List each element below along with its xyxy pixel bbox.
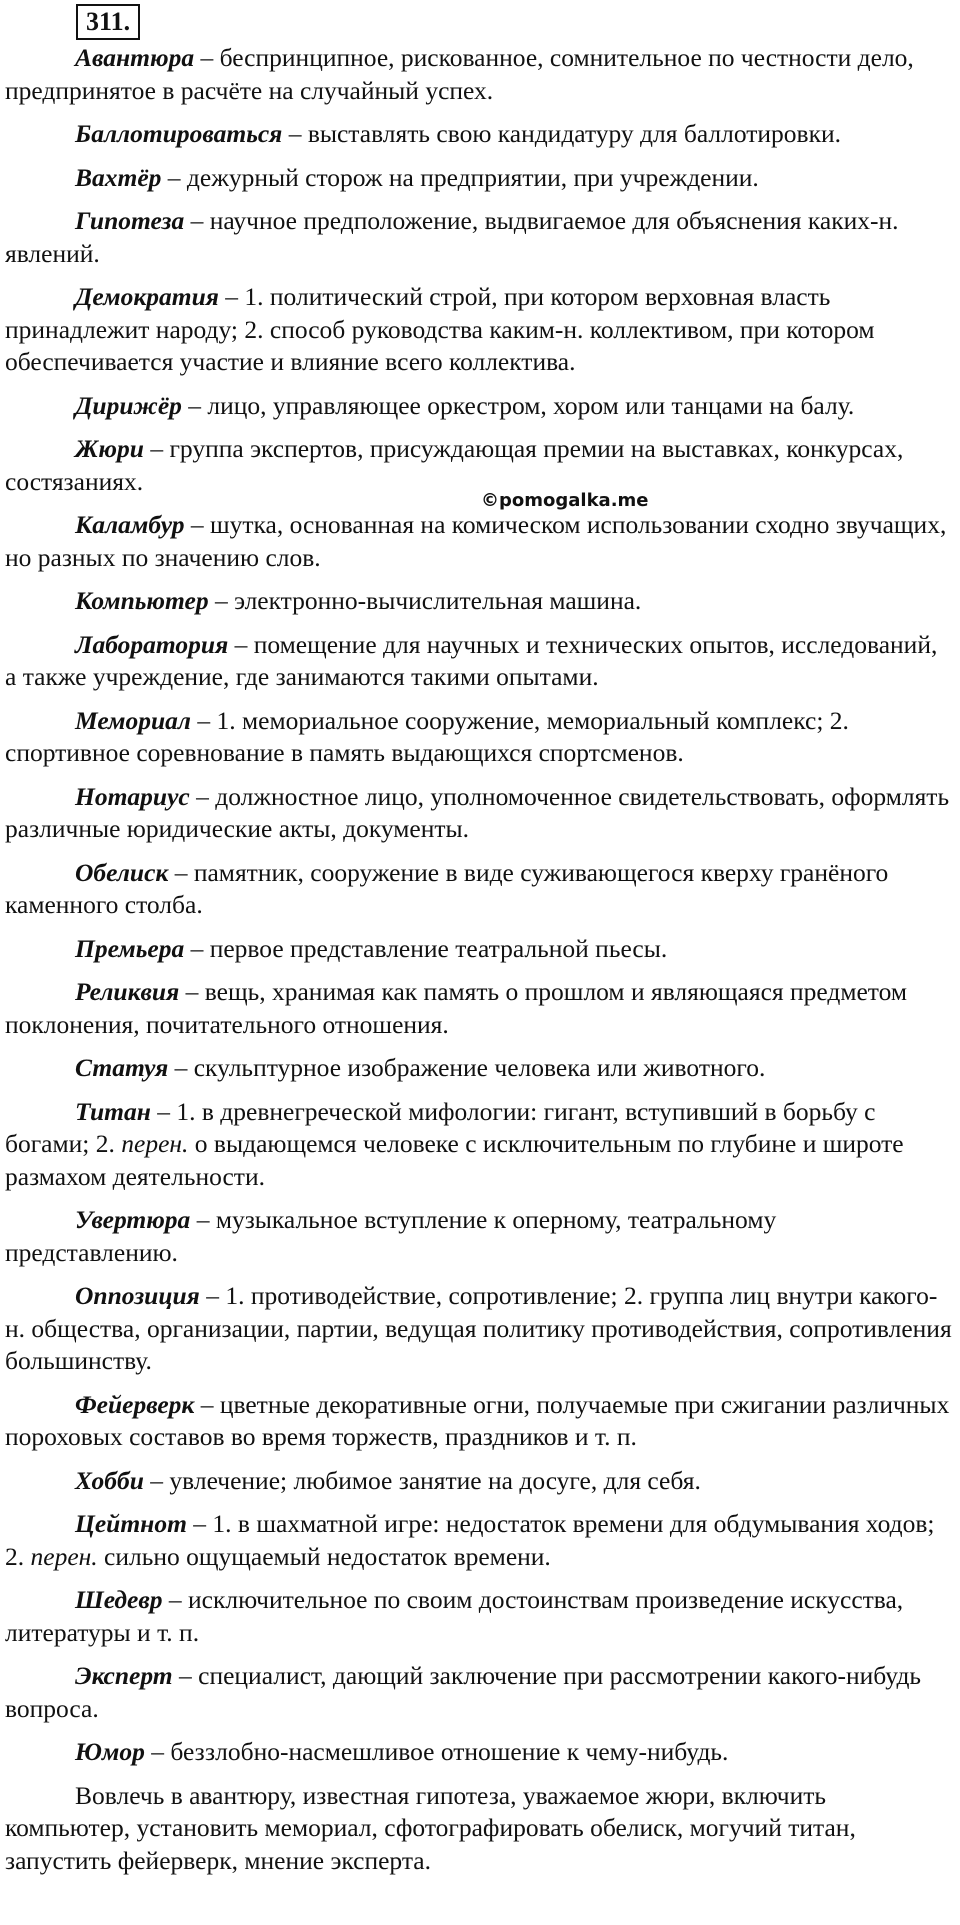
glossary-entry: Цейтнот – 1. в шахматной игре: недостаток времени для обдумывания ходов; 2. перен. сильно ощущаемый недостаток времени. (5, 1509, 935, 1571)
entry-term: Оппозиция (75, 1281, 200, 1310)
entry-term: Статуя (75, 1053, 169, 1082)
glossary-entry: Лаборатория – помещение для научных и технических опытов, исследований, а также учреждение, где занимаются такими опытами. (5, 629, 938, 691)
entry-definition: шутка, основанная на комическом использовании сходно звучащих, но разных по значению слов. (5, 510, 947, 572)
entry-definition-part: сильно ощущаемый недостаток времени. (97, 1541, 551, 1571)
entry-italic-note: перен. (121, 1129, 189, 1158)
entry-term: Жюри (75, 434, 144, 463)
glossary-entry: Премьера – первое представление театральной пьесы. (75, 933, 668, 963)
exercise-answer: Вовлечь в авантюру, известная гипотеза, уважаемое жюри, включить компьютер, установить мемориал, сфотографировать обелиск, могучий титан, запустить фейерверк, мнение эксперта. (5, 1780, 856, 1875)
entry-term: Эксперт (75, 1661, 173, 1690)
entry-italic-note: перен. (30, 1541, 98, 1571)
entry-definition: группа экспертов, присуждающая премии на выставках, конкурсах, состязаниях. (5, 434, 904, 496)
glossary-entry: Статуя – скульптурное изображение человека или животного. (75, 1053, 766, 1082)
entry-term: Вахтёр (75, 162, 162, 192)
entry-definition: скульптурное изображение человека или животного. (193, 1053, 766, 1082)
entry-term: Титан (75, 1096, 151, 1126)
glossary-entry: Дирижёр – лицо, управляющее оркестром, хором или танцами на балу. (75, 390, 855, 420)
glossary-entry: Демократия – 1. политический строй, при котором верховная власть принадлежит народу; 2. способ руководства каким-н. коллективом, при котором обеспечивается участие и влияние всего коллектива. (5, 282, 875, 376)
entry-term: Реликвия (75, 977, 180, 1006)
glossary-entry: Авантюра – беспринципное, рискованное, сомнительное по честности дело, предпринятое в расчёте на случайный успех. (5, 43, 914, 105)
entry-definition-part: 1. в шахматной игре: недостаток времени для обдумывания ходов; 2. (5, 1509, 935, 1571)
glossary (5, 42, 955, 1903)
exercise-number: 311. (76, 4, 140, 40)
glossary-entry: Каламбур – шутка, основанная на комическом использовании сходно звучащих, но разных по значению слов. (5, 510, 947, 572)
entry-definition: вещь, хранимая как память о прошлом и являющаяся предметом поклонения, почитательного отношения. (5, 977, 908, 1039)
entry-term: Шедевр (75, 1585, 163, 1614)
glossary-entry: Хобби – увлечение; любимое занятие на досуге, для себя. (75, 1465, 701, 1495)
entry-term: Юмор (75, 1737, 145, 1766)
entry-definition: должностное лицо, уполномоченное свидетельствовать, оформлять различные юридические акты, документы. (5, 781, 950, 843)
entry-term: Демократия (75, 282, 219, 311)
entry-definition: лицо, управляющее оркестром, хором или танцами на балу. (207, 390, 855, 420)
entry-definition: увлечение; любимое занятие на досуге, для себя. (169, 1465, 701, 1495)
entry-term: Цейтнот (75, 1509, 187, 1538)
glossary-entry: Увертюра – музыкальное вступление к оперному, театральному представлению. (5, 1205, 777, 1267)
entry-definition: выставлять свою кандидатуру для баллотировки. (307, 119, 841, 148)
entry-definition: 1. политический строй, при котором верховная власть принадлежит народу; 2. способ руководства каким-н. коллективом, при котором обеспечивается участие и влияние всего коллектива. (5, 282, 875, 376)
entry-definition: памятник, сооружение в виде суживающегося кверху гранёного каменного столба. (5, 857, 889, 919)
entry-term: Баллотироваться (75, 119, 283, 148)
entry-definition-part: о выдающемся человеке с исключительным по глубине и широте размахом деятельности. (5, 1129, 904, 1191)
entry-term: Мемориал (75, 705, 191, 735)
entry-definition: 1. противодействие, сопротивление; 2. группа лиц внутри какого-н. общества, организации, партии, ведущая политику противодействия, сопротивления большинству. (5, 1281, 952, 1375)
entry-definition-part: 1. в древнегреческой мифологии: гигант, вступивший в борьбу с богами; 2. (5, 1096, 876, 1158)
glossary-entry: Титан – 1. в древнегреческой мифологии: гигант, вступивший в борьбу с богами; 2. перен. о выдающемся человеке с исключительным по глубине и широте размахом деятельности. (5, 1096, 904, 1191)
glossary-entry: Жюри – группа экспертов, присуждающая премии на выставках, конкурсах, состязаниях. (5, 434, 904, 496)
entry-definition: цветные декоративные огни, получаемые при сжигании различных пороховых составов во время торжеств, праздников и т. п. (5, 1389, 950, 1451)
glossary-entry: Реликвия – вещь, хранимая как память о прошлом и являющаяся предметом поклонения, почитательного отношения. (5, 977, 908, 1039)
watermark: ©pomogalka.me (481, 490, 649, 511)
entry-definition: исключительное по своим достоинствам произведение искусства, литературы и т. п. (5, 1585, 904, 1647)
entry-definition: 1. мемориальное сооружение, мемориальный комплекс; 2. спортивное соревнование в память выдающихся спортсменов. (5, 705, 849, 767)
glossary-entry: Мемориал – 1. мемориальное сооружение, мемориальный комплекс; 2. спортивное соревнование в память выдающихся спортсменов. (5, 705, 849, 767)
entry-definition: дежурный сторож на предприятии, при учреждении. (186, 162, 759, 192)
glossary-entry: Фейерверк – цветные декоративные огни, получаемые при сжигании различных пороховых составов во время торжеств, праздников и т. п. (5, 1389, 950, 1451)
entry-term: Авантюра (75, 43, 195, 72)
glossary-entry: Вахтёр – дежурный сторож на предприятии, при учреждении. (75, 162, 759, 192)
entry-definition: помещение для научных и технических опытов, исследований, а также учреждение, где занимаются такими опытами. (5, 629, 938, 691)
glossary-entry: Гипотеза – научное предположение, выдвигаемое для объяснения каких-н. явлений. (5, 206, 899, 268)
entry-term: Премьера (75, 933, 185, 963)
entry-term: Лаборатория (75, 629, 229, 659)
entry-definition: специалист, дающий заключение при рассмотрении какого-нибудь вопроса. (5, 1661, 922, 1723)
glossary-entry: Юмор – беззлобно-насмешливое отношение к чему-нибудь. (75, 1737, 729, 1766)
entry-term: Фейерверк (75, 1389, 195, 1419)
entry-definition: беспринципное, рискованное, сомнительное по честности дело, предпринятое в расчёте на случайный успех. (5, 43, 914, 105)
entry-term: Обелиск (75, 857, 169, 887)
entry-term: Дирижёр (75, 390, 182, 420)
glossary-entry: Эксперт – специалист, дающий заключение при рассмотрении какого-нибудь вопроса. (5, 1661, 922, 1723)
entry-term: Гипотеза (75, 206, 185, 235)
entry-definition: электронно-вычислительная машина. (234, 586, 642, 615)
glossary-entry: Шедевр – исключительное по своим достоинствам произведение искусства, литературы и т. п. (5, 1585, 904, 1647)
entry-definition: первое представление театральной пьесы. (209, 933, 668, 963)
glossary-entry: Компьютер – электронно-вычислительная машина. (75, 586, 642, 615)
entry-term: Нотариус (75, 781, 190, 811)
entry-term: Компьютер (75, 586, 209, 615)
glossary-entry: Оппозиция – 1. противодействие, сопротивление; 2. группа лиц внутри какого-н. общества, организации, партии, ведущая политику противодействия, сопротивления большинству. (5, 1281, 952, 1375)
glossary-entry: Обелиск – памятник, сооружение в виде суживающегося кверху гранёного каменного столба. (5, 857, 889, 919)
glossary-entry: Нотариус – должностное лицо, уполномоченное свидетельствовать, оформлять различные юридические акты, документы. (5, 781, 950, 843)
entry-term: Увертюра (75, 1205, 191, 1234)
entry-term: Каламбур (75, 510, 185, 539)
glossary-entry: Баллотироваться – выставлять свою кандидатуру для баллотировки. (75, 119, 841, 148)
entry-definition: научное предположение, выдвигаемое для объяснения каких-н. явлений. (5, 206, 899, 268)
entry-definition: музыкальное вступление к оперному, театральному представлению. (5, 1205, 777, 1267)
entry-term: Хобби (75, 1465, 144, 1495)
entry-definition: беззлобно-насмешливое отношение к чему-нибудь. (170, 1737, 729, 1766)
